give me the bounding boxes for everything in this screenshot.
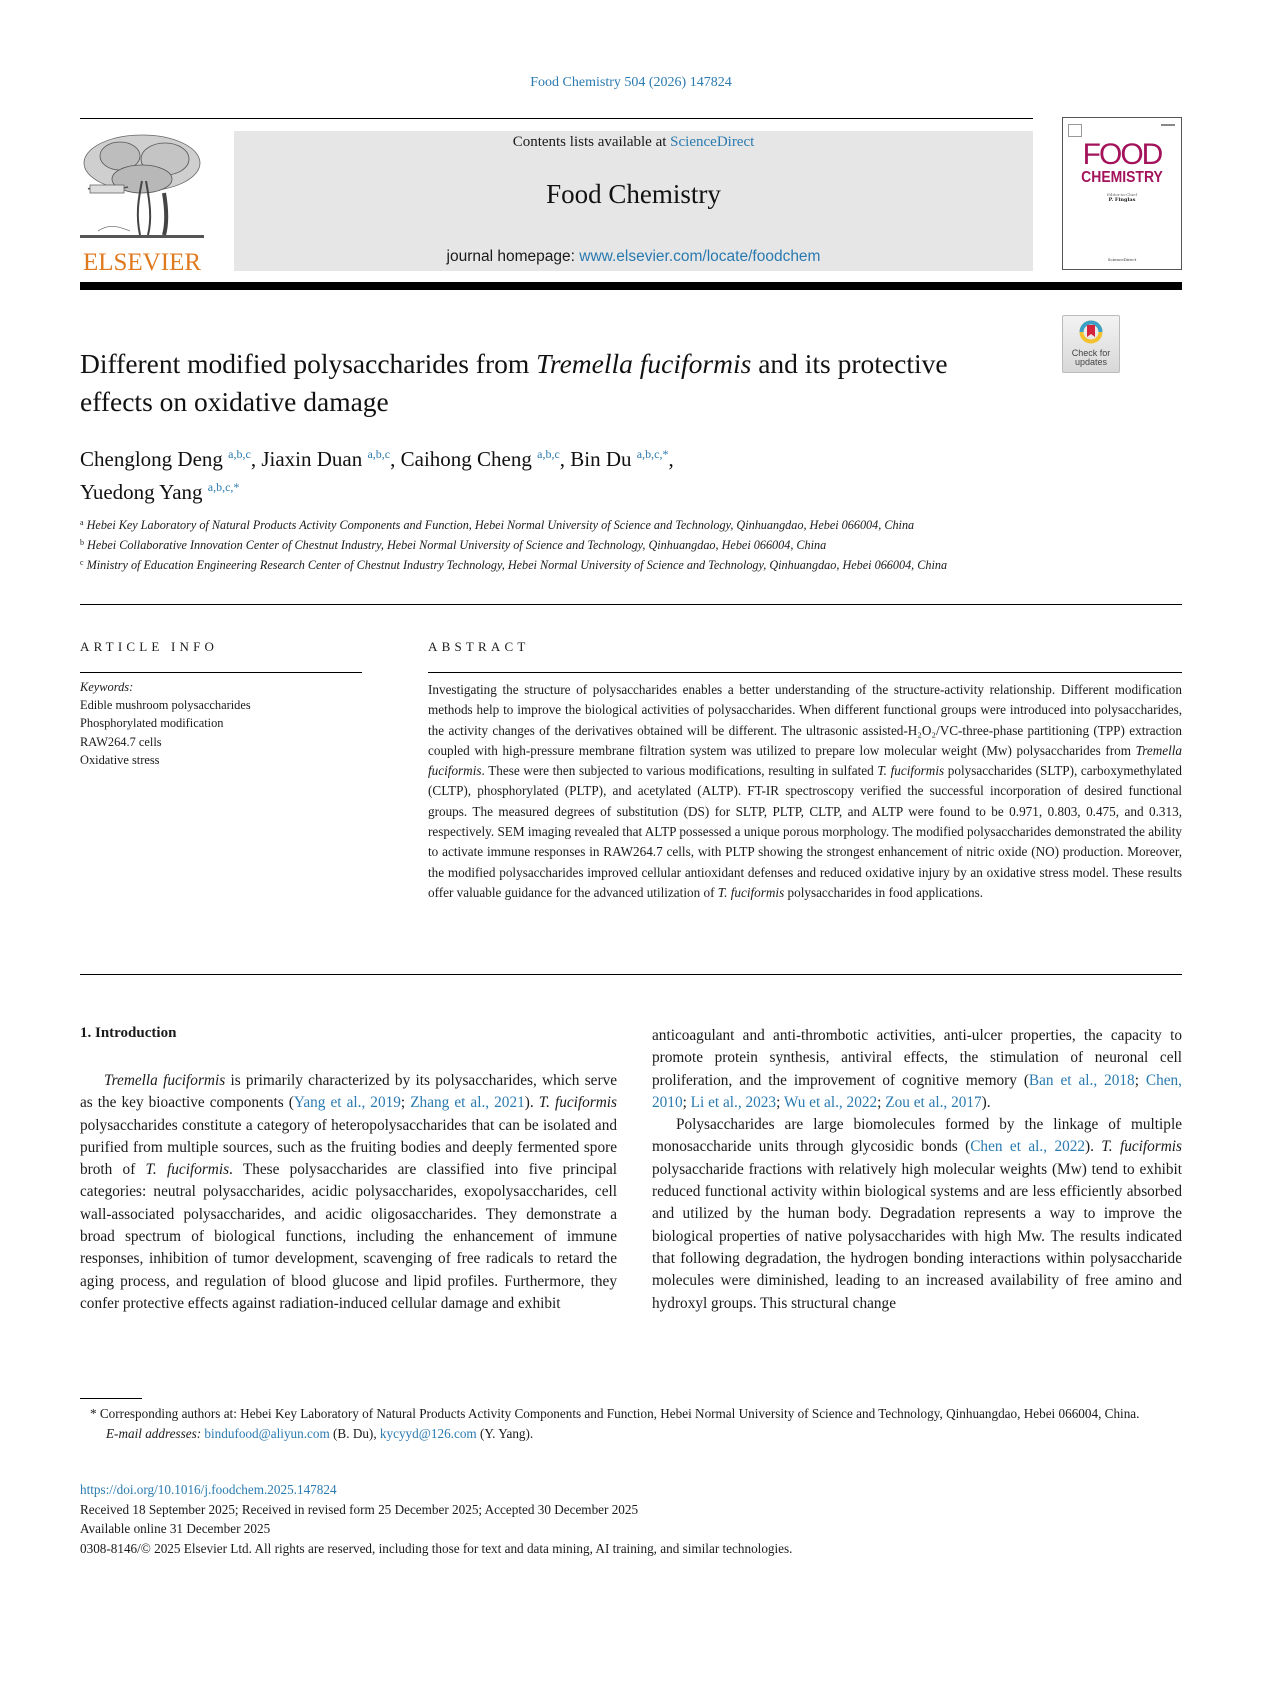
footnote-mark: * (90, 1406, 97, 1421)
species-name: T. fuciformis (145, 1161, 230, 1179)
cover-footer: ScienceDirect (1107, 257, 1137, 262)
contents-prefix: Contents lists available at (512, 134, 671, 150)
abstract-segment: polysaccharides in food applications. (784, 884, 984, 900)
issn-mark (1161, 124, 1175, 126)
text: is primarily characterized by its polysaccharides, which serve as the key bioactive components ( (80, 1072, 618, 1112)
author-affiliation-marks[interactable]: a,b,c,* (207, 480, 240, 494)
author[interactable] (570, 447, 668, 471)
affiliation (80, 514, 1080, 534)
doi-link[interactable]: https://doi.org/10.1016/j.foodchem.2025.147824 (80, 1482, 337, 1497)
tree-logo-icon (80, 131, 204, 243)
author[interactable] (401, 447, 560, 471)
journal-title: Food Chemistry (546, 179, 721, 209)
journal-cover[interactable] (1062, 117, 1182, 270)
text: ). (524, 1094, 539, 1112)
article-title (80, 345, 980, 421)
text: ). (981, 1093, 991, 1111)
text: ; (776, 1093, 784, 1111)
citation-link[interactable]: Zhang et al., 2021 (410, 1094, 525, 1112)
check-for-updates-label (1063, 349, 1119, 367)
citation-link[interactable]: Li et al., 2023 (690, 1093, 777, 1111)
paragraph (80, 1070, 617, 1315)
homepage-prefix: journal homepage: (446, 248, 580, 265)
contents-line (234, 134, 1033, 151)
journal-masthead (234, 131, 1033, 271)
introduction-heading: 1. Introduction (80, 1025, 177, 1041)
body-column-left (80, 1070, 617, 1315)
keyword: RAW264.7 cells (80, 734, 162, 749)
affiliation-mark: c (80, 558, 84, 567)
header-rule (80, 118, 1033, 119)
species-name: Tremella fuciformis (104, 1072, 226, 1089)
abstract-segment: polysaccharides (SLTP), carboxymethylated (CLTP), phosphorylated (PLTP), and acetylated (ALTP). FT-IR spectroscopy verified the successful incorporation of desired functional groups. The measured degrees of substitution (DS) for SLTP, PLTP, CLTP, and ALTP were found to be 0.971, 0.803, 0.475, and 0.313, respectively. SEM imaging revealed that ALTP possessed a unique porous morphology. The modified polysaccharides demonstrated the ability to activate immune responses in RAW264.7 cells, with PLTP showing the strongest enhancement of nitric oxide (NO) production. Moreover, the modified polysaccharides improved cellular antioxidant defenses and reduced oxidative injury by an oxidative stress model. These results offer valuable guidance for the advanced utilization of (428, 763, 1182, 900)
species-name: T. fuciformis (1101, 1138, 1183, 1156)
author-name[interactable]: Caihong Cheng (400, 447, 532, 471)
citation-link[interactable]: Ban et al., 2018 (1028, 1071, 1135, 1089)
keywords-label: Keywords: (80, 680, 134, 694)
abstract-segment: Investigating the structure of polysaccharides enables a better understanding of the structure-activity relationship. Different modification methods help to improve the biological activities of polysaccharides. When different functional groups were introduced into polysaccharides, the activity changes of the derivatives obtained will be different. The ultrasonic assisted-H₂O₂/VC-three-phase partitioning (TPP) extraction coupled with high-pressure membrane filtration system was utilized to prepare low molecular weight (Mw) polysaccharides from (428, 682, 1182, 758)
abstract-heading: ABSTRACT (428, 639, 530, 654)
title-text: Different modified polysaccharides from (80, 348, 537, 379)
author-separator: , (668, 447, 674, 471)
footnotes (80, 1404, 1182, 1444)
affiliation (80, 554, 1040, 574)
affiliation-text: Hebei Collaborative Innovation Center of Chestnut Industry, Hebei Normal University of Science and Technology, Qinhuangdao, Hebei 066004, China (87, 538, 827, 552)
keyword: Phosphorylated modification (80, 716, 224, 731)
publication-info (80, 1480, 1182, 1558)
email-link[interactable]: kycyyd@126.com (379, 1426, 477, 1441)
citation-link[interactable]: Chen, 2010 (652, 1071, 1183, 1111)
crossmark-line1: Check for (1071, 348, 1111, 358)
author[interactable] (80, 480, 239, 504)
text: . These polysaccharides are classified into five principal categories: neutral polysaccharides, acidic polysaccharides, exopolysaccharides, cell wall-associated polysaccharides, and acidic oligosaccharides. They demonstrate a broad spectrum of biological functions, including the enhancement of immune responses, inhibition of tumor development, scavenging of free radicals to retard the aging process, and regulation of blood glucose and lipid profiles. Furthermore, they confer protective effects against radiation-induced cellular damage and exhibit (80, 1161, 617, 1312)
citation-link[interactable]: Chen et al., 2022 (970, 1138, 1086, 1156)
affiliation (80, 534, 1080, 554)
email-label: E-mail addresses: (106, 1426, 202, 1441)
body-column-right (652, 1025, 1182, 1315)
abstract-text (428, 680, 1182, 903)
title-species: Tremella fuciformis (536, 348, 752, 379)
affiliations (80, 514, 1080, 574)
author-separator: , (250, 447, 262, 471)
email-owner: (Y. Yang). (476, 1426, 534, 1441)
text: Polysaccharides are large biomolecules formed by the linkage of multiple monosaccharide units through glycosidic bonds ( (652, 1116, 1182, 1156)
email-owner: (B. Du), (329, 1426, 380, 1441)
elsevier-logo[interactable] (80, 131, 204, 276)
citation-link[interactable]: Yang et al., 2019 (293, 1094, 401, 1112)
mini-elsevier-icon (1068, 124, 1082, 137)
homepage-line (234, 248, 1033, 266)
copyright-notice: 0308-8146/© 2025 Elsevier Ltd. All rights are reserved, including those for text and data mining, AI training, and similar technologies. (80, 1540, 793, 1556)
text: polysaccharides constitute a category of heteropolysaccharides that can be isolated and purified from multiple sources, such as the fruiting bodies and deeply fermented spore broth of (80, 1116, 617, 1179)
affiliation-mark: a (80, 518, 84, 527)
journal-homepage-link[interactable]: www.elsevier.com/locate/foodchem (579, 248, 821, 265)
footnote-text: Corresponding authors at: Hebei Key Laboratory of Natural Products Activity Components and Function, Hebei Normal University of Science and Technology, Qinhuangdao, Hebei 066004, China. (96, 1406, 1140, 1421)
article-info-heading: ARTICLE INFO (80, 639, 219, 654)
section-rule (80, 604, 1182, 605)
paragraph-continued (652, 1025, 1182, 1114)
journal-reference[interactable]: Food Chemistry 504 (2026) 147824 (530, 75, 732, 90)
author-name[interactable]: Jiaxin Duan (261, 447, 363, 471)
text: ; (682, 1093, 691, 1111)
author-name[interactable]: Yuedong Yang (80, 480, 203, 504)
author-affiliation-marks[interactable]: a,b,c (537, 447, 560, 461)
cover-title-chemistry: CHEMISTRY (1081, 169, 1163, 186)
footnote-rule (80, 1398, 142, 1399)
author-affiliation-marks[interactable]: a,b,c (228, 447, 251, 461)
species-name: T. fuciformis (538, 1094, 618, 1112)
species-name: T. fuciformis (717, 884, 785, 900)
text: ; (400, 1094, 411, 1112)
sciencedirect-link[interactable]: ScienceDirect (670, 134, 755, 150)
species-name: Tremella fuciformis (428, 742, 1182, 779)
email-link[interactable]: bindufood@aliyun.com (204, 1426, 330, 1441)
available-online: Available online 31 December 2025 (80, 1521, 271, 1536)
text: polysaccharide fractions with relatively high molecular weights (Mw) tend to exhibit reduced functional activity within biological systems and are less efficiently absorbed and utilized by the human body. Degradation represents a way to improve the biological properties of native polysaccharides with high Mw. The results indicated that following degradation, the hydrogen bonding interactions within polysaccharide molecules were diminished, leading to an increased availability of free amino and hydroxyl groups. This structural change (652, 1160, 1182, 1312)
author[interactable] (80, 447, 251, 471)
species-name: T. fuciformis (877, 763, 945, 779)
author-name[interactable]: Chenglong Deng (80, 447, 223, 471)
author-name[interactable]: Bin Du (570, 447, 632, 471)
author[interactable] (261, 447, 390, 471)
text: ). (1085, 1138, 1102, 1156)
abstract-rule (428, 672, 1182, 673)
email-line (80, 1424, 1182, 1444)
paragraph (652, 1114, 1182, 1315)
affiliation-mark: b (80, 538, 84, 547)
title-text-end: and its protective effects on oxidative damage (80, 348, 948, 417)
header-thick-rule (80, 282, 1182, 290)
author-list (80, 440, 1080, 506)
corresponding-author-note (80, 1404, 1182, 1424)
text: anticoagulant and anti-thrombotic activities, anti-ulcer properties, the capacity to promote protein synthesis, antiviral effects, the stimulation of neuronal cell proliferation, and the improvement of cognitive memory ( (652, 1027, 1182, 1089)
article-info-rule (80, 672, 362, 673)
citation-link[interactable]: Wu et al., 2022 (783, 1093, 878, 1111)
author-affiliation-marks[interactable]: a,b,c,* (636, 447, 669, 461)
affiliation-text: Hebei Key Laboratory of Natural Products Activity Components and Function, Hebei Normal University of Science and Technology, Qinhuangdao, Hebei 066004, China (86, 518, 915, 532)
history-dates: Received 18 September 2025; Received in revised form 25 December 2025; Accepted 30 December 2025 (80, 1501, 639, 1517)
author-separator: , (390, 447, 401, 471)
text: ; (877, 1093, 886, 1111)
keyword: Oxidative stress (80, 752, 160, 767)
abstract-segment: . These were then subjected to various modifications, resulting in sulfated (481, 763, 878, 779)
author-affiliation-marks[interactable]: a,b,c (367, 447, 391, 461)
citation-link[interactable]: Zou et al., 2017 (885, 1093, 982, 1111)
crossmark-line2: updates (1074, 357, 1108, 367)
text: ; (1134, 1071, 1146, 1089)
check-for-updates-button[interactable] (1062, 315, 1120, 373)
publisher-name: ELSEVIER (82, 249, 202, 276)
crossmark-icon (1079, 320, 1103, 344)
cover-editor: P. Finglas (1108, 197, 1136, 203)
affiliation-text: Ministry of Education Engineering Research Center of Chestnut Industry Technology, Hebei Normal University of Science and Technology, Qinhuangdao, Hebei 066004, China (86, 558, 948, 572)
section-rule (80, 974, 1182, 975)
keywords (80, 678, 370, 769)
author-separator: , (559, 447, 571, 471)
keyword: Edible mushroom polysaccharides (80, 698, 251, 713)
cover-editor-label: Editor-in-Chief (1106, 192, 1137, 197)
cover-title-food: FOOD (1082, 138, 1162, 171)
